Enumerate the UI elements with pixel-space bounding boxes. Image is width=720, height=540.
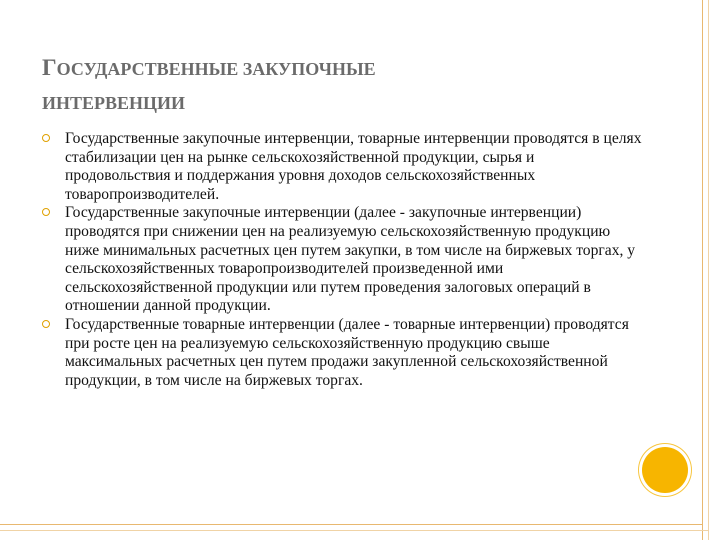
bullet-item xyxy=(42,204,642,316)
frame-line-bottom-inner xyxy=(0,530,709,531)
bullet-text: Государственные товарные интервенции (далее - товарные интервенции) проводятся при росте цен на реализуемую сельскохозяйственную продукцию свыше максимальных расчетных цен путем продажи закупленной сельскохозяйственной продукции, в том числе на биржевых торгах. xyxy=(65,315,629,389)
frame-line-right-inner xyxy=(708,0,709,540)
title-line-2: ИНТЕРВЕНЦИИ xyxy=(42,92,186,113)
bullet-list xyxy=(42,130,642,390)
slide-title xyxy=(42,40,682,117)
hollow-circle-bullet-icon xyxy=(42,320,50,328)
frame-line-right xyxy=(702,0,703,540)
bullet-item xyxy=(42,316,642,390)
hollow-circle-bullet-icon xyxy=(42,208,50,216)
bullet-item xyxy=(42,130,642,204)
hollow-circle-bullet-icon xyxy=(42,134,50,142)
title-line-1 xyxy=(42,40,682,90)
bullet-text: Государственные закупочные интервенции (далее - закупочные интервенции) проводятся при снижении цен на реализуемую сельскохозяйственную продукцию ниже минимальных расчетных цен путем закупки, в том числе на биржевых торгах, у сельскохозяйственных товаропроизводителей произведенной ими сельскохозяйственной продукции или путем проведения залоговых операций в отношении данной продукции. xyxy=(65,204,636,315)
title-initial: Г xyxy=(42,55,57,80)
bullet-text: Государственные закупочные интервенции, товарные интервенции проводятся в целях стабилизации цен на рынке сельскохозяйственной продукции, сырья и продовольствия и поддержания уровня доходов сельскохозяйственных товаропроизводителей. xyxy=(65,130,642,203)
decorative-circle-icon xyxy=(642,447,688,493)
title-line-1-rest: ОСУДАРСТВЕННЫЕ ЗАКУПОЧНЫЕ xyxy=(56,59,376,79)
frame-line-bottom xyxy=(0,524,703,525)
